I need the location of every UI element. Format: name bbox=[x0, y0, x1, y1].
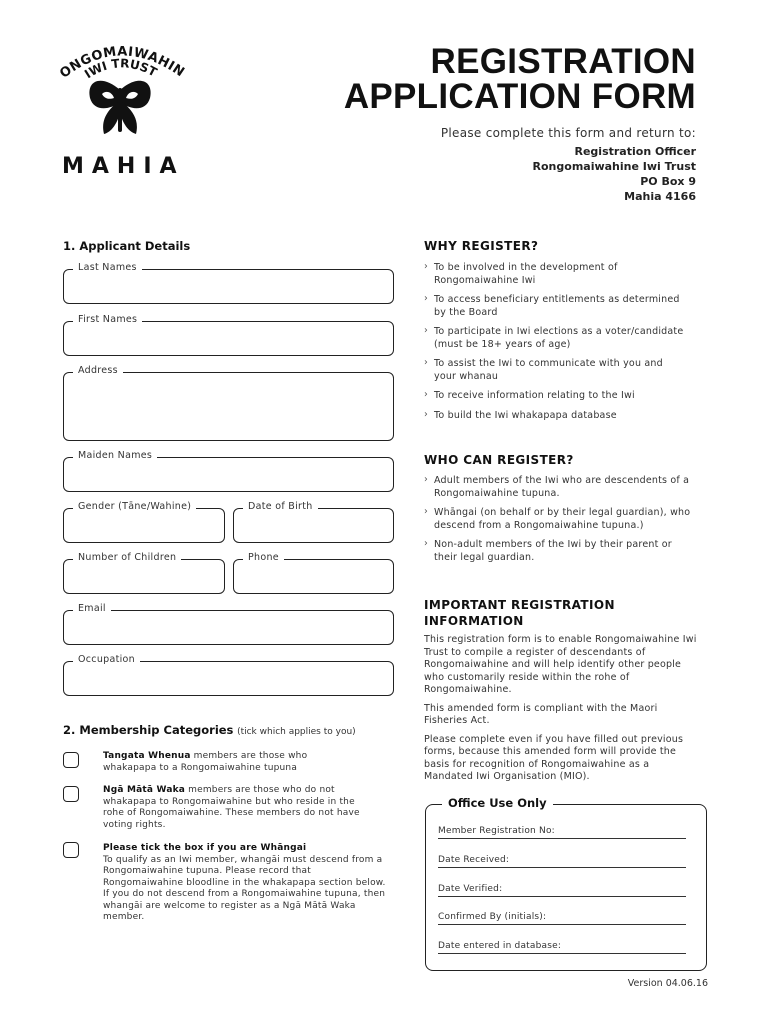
why-register-heading: WHY REGISTER? bbox=[424, 239, 539, 253]
gender-label: Gender (Tāne/Wahine) bbox=[73, 501, 196, 512]
maiden-names-label: Maiden Names bbox=[73, 450, 157, 461]
office-row-confirmed-by[interactable]: Confirmed By (initials): bbox=[438, 912, 686, 925]
form-title bbox=[344, 44, 696, 114]
first-names-label: First Names bbox=[73, 314, 142, 325]
who-can-register-list bbox=[424, 475, 694, 571]
maiden-names-field[interactable] bbox=[63, 450, 394, 492]
return-line: Registration Officer bbox=[574, 145, 696, 158]
membership-heading: 2. Membership Categories bbox=[63, 723, 234, 737]
important-heading bbox=[424, 597, 615, 629]
phone-label: Phone bbox=[243, 552, 284, 563]
list-item: › To build the Iwi whakapapa database bbox=[424, 410, 684, 423]
office-use-box bbox=[425, 796, 707, 971]
logo-org-line2: IWI TRUST bbox=[81, 56, 160, 82]
important-paragraph: Please complete even if you have filled out previous forms, because this amended form will provide the basis for recognition of Rongomaiwahine as a Mandated Iwi Organisation (MIO). bbox=[424, 733, 684, 782]
category-text: members are those who do not whakapapa to Rongomaiwahine but who reside in the rohe of Rongomaiwahine. These members do not have voting rights. bbox=[103, 785, 360, 830]
occupation-field[interactable] bbox=[63, 654, 394, 696]
membership-heading-row bbox=[63, 723, 356, 737]
children-field[interactable] bbox=[63, 552, 225, 594]
logo-arc-text bbox=[50, 38, 190, 158]
category-whangai bbox=[103, 843, 388, 924]
title-line1: REGISTRATION bbox=[430, 42, 696, 81]
version-label: Version 04.06.16 bbox=[627, 978, 708, 989]
office-row-date-received[interactable]: Date Received: bbox=[438, 855, 686, 868]
office-row-registration-no[interactable]: Member Registration No: bbox=[438, 826, 686, 839]
address-field[interactable] bbox=[63, 365, 394, 441]
category-title: Please tick the box if you are Whāngai bbox=[103, 843, 307, 853]
title-line2: APPLICATION FORM bbox=[343, 77, 696, 116]
first-names-field[interactable] bbox=[63, 314, 394, 356]
logo-place: MAHIA bbox=[62, 154, 185, 179]
whangai-checkbox[interactable] bbox=[63, 842, 79, 858]
list-item: › To receive information relating to the Iwi bbox=[424, 390, 684, 403]
important-paragraph: This amended form is compliant with the Maori Fisheries Act. bbox=[424, 702, 658, 726]
email-field[interactable] bbox=[63, 603, 394, 645]
phone-field[interactable] bbox=[233, 552, 394, 594]
logo-org-line1: ONGOMAIWAHIN bbox=[57, 44, 188, 82]
email-label: Email bbox=[73, 603, 111, 614]
tangata-whenua-checkbox[interactable] bbox=[63, 752, 79, 768]
children-label: Number of Children bbox=[73, 552, 181, 563]
list-item: › To be involved in the development of Rongomaiwahine Iwi bbox=[424, 262, 684, 287]
office-row-date-entered[interactable]: Date entered in database: bbox=[438, 941, 686, 954]
last-names-field[interactable] bbox=[63, 262, 394, 304]
occupation-label: Occupation bbox=[73, 654, 140, 665]
important-heading-line2: INFORMATION bbox=[424, 614, 524, 628]
category-text: members are those who whakapapa to a Rongomaiwahine tupuna bbox=[103, 751, 308, 773]
list-item: › To assist the Iwi to communicate with you and your whanau bbox=[424, 358, 684, 383]
why-register-list bbox=[424, 262, 684, 429]
gender-field[interactable] bbox=[63, 501, 225, 543]
return-address bbox=[441, 126, 696, 204]
list-item: › Adult members of the Iwi who are descendents of a Rongomaiwahine tupuna. bbox=[424, 475, 694, 500]
important-paragraph: This registration form is to enable Rongomaiwahine Iwi Trust to compile a register of descendants of Rongomaiwahine and will help identify other people who customarily reside within the rohe of Rongomaiwahine. bbox=[424, 634, 697, 695]
return-line: PO Box 9 bbox=[640, 175, 696, 188]
membership-hint: (tick which applies to you) bbox=[237, 727, 356, 737]
list-item: › Whāngai (on behalf or by their legal guardian), who descend from a Rongomaiwahine tupuna.) bbox=[424, 507, 694, 532]
address-label: Address bbox=[73, 365, 123, 376]
return-line: Rongomaiwahine Iwi Trust bbox=[532, 160, 696, 173]
dob-field[interactable] bbox=[233, 501, 394, 543]
important-heading-line1: IMPORTANT REGISTRATION bbox=[424, 598, 615, 612]
office-use-title: Office Use Only bbox=[442, 796, 553, 810]
return-line: Mahia 4166 bbox=[624, 190, 696, 203]
category-nga-mata-waka bbox=[103, 785, 361, 831]
last-names-label: Last Names bbox=[73, 262, 142, 273]
return-lead: Please complete this form and return to: bbox=[440, 126, 696, 140]
category-title: Ngā Mātā Waka bbox=[103, 785, 186, 795]
list-item: › Non-adult members of the Iwi by their parent or their legal guardian. bbox=[424, 539, 694, 564]
dob-label: Date of Birth bbox=[243, 501, 318, 512]
category-text: To qualify as an Iwi member, whangāi must descend from a Rongomaiwahine tupuna. Please record that Rongomaiwahine bloodline in the whakapapa section below. If you do not descend from a Rongomaiwahine tupuna, then whangāi are welcome to register as a Ngā Mātā Waka member. bbox=[103, 854, 386, 922]
list-item: › To participate in Iwi elections as a voter/candidate (must be 18+ years of age) bbox=[424, 326, 684, 351]
office-row-date-verified[interactable]: Date Verified: bbox=[438, 884, 686, 897]
category-tangata-whenua bbox=[103, 751, 363, 774]
list-item: › To access beneficiary entitlements as determined by the Board bbox=[424, 294, 684, 319]
category-title: Tangata Whenua bbox=[103, 751, 191, 761]
important-body bbox=[424, 634, 699, 790]
who-can-register-heading: WHO CAN REGISTER? bbox=[424, 453, 574, 467]
applicant-heading: 1. Applicant Details bbox=[63, 239, 191, 253]
butterfly-icon bbox=[89, 81, 150, 134]
nga-mata-waka-checkbox[interactable] bbox=[63, 786, 79, 802]
